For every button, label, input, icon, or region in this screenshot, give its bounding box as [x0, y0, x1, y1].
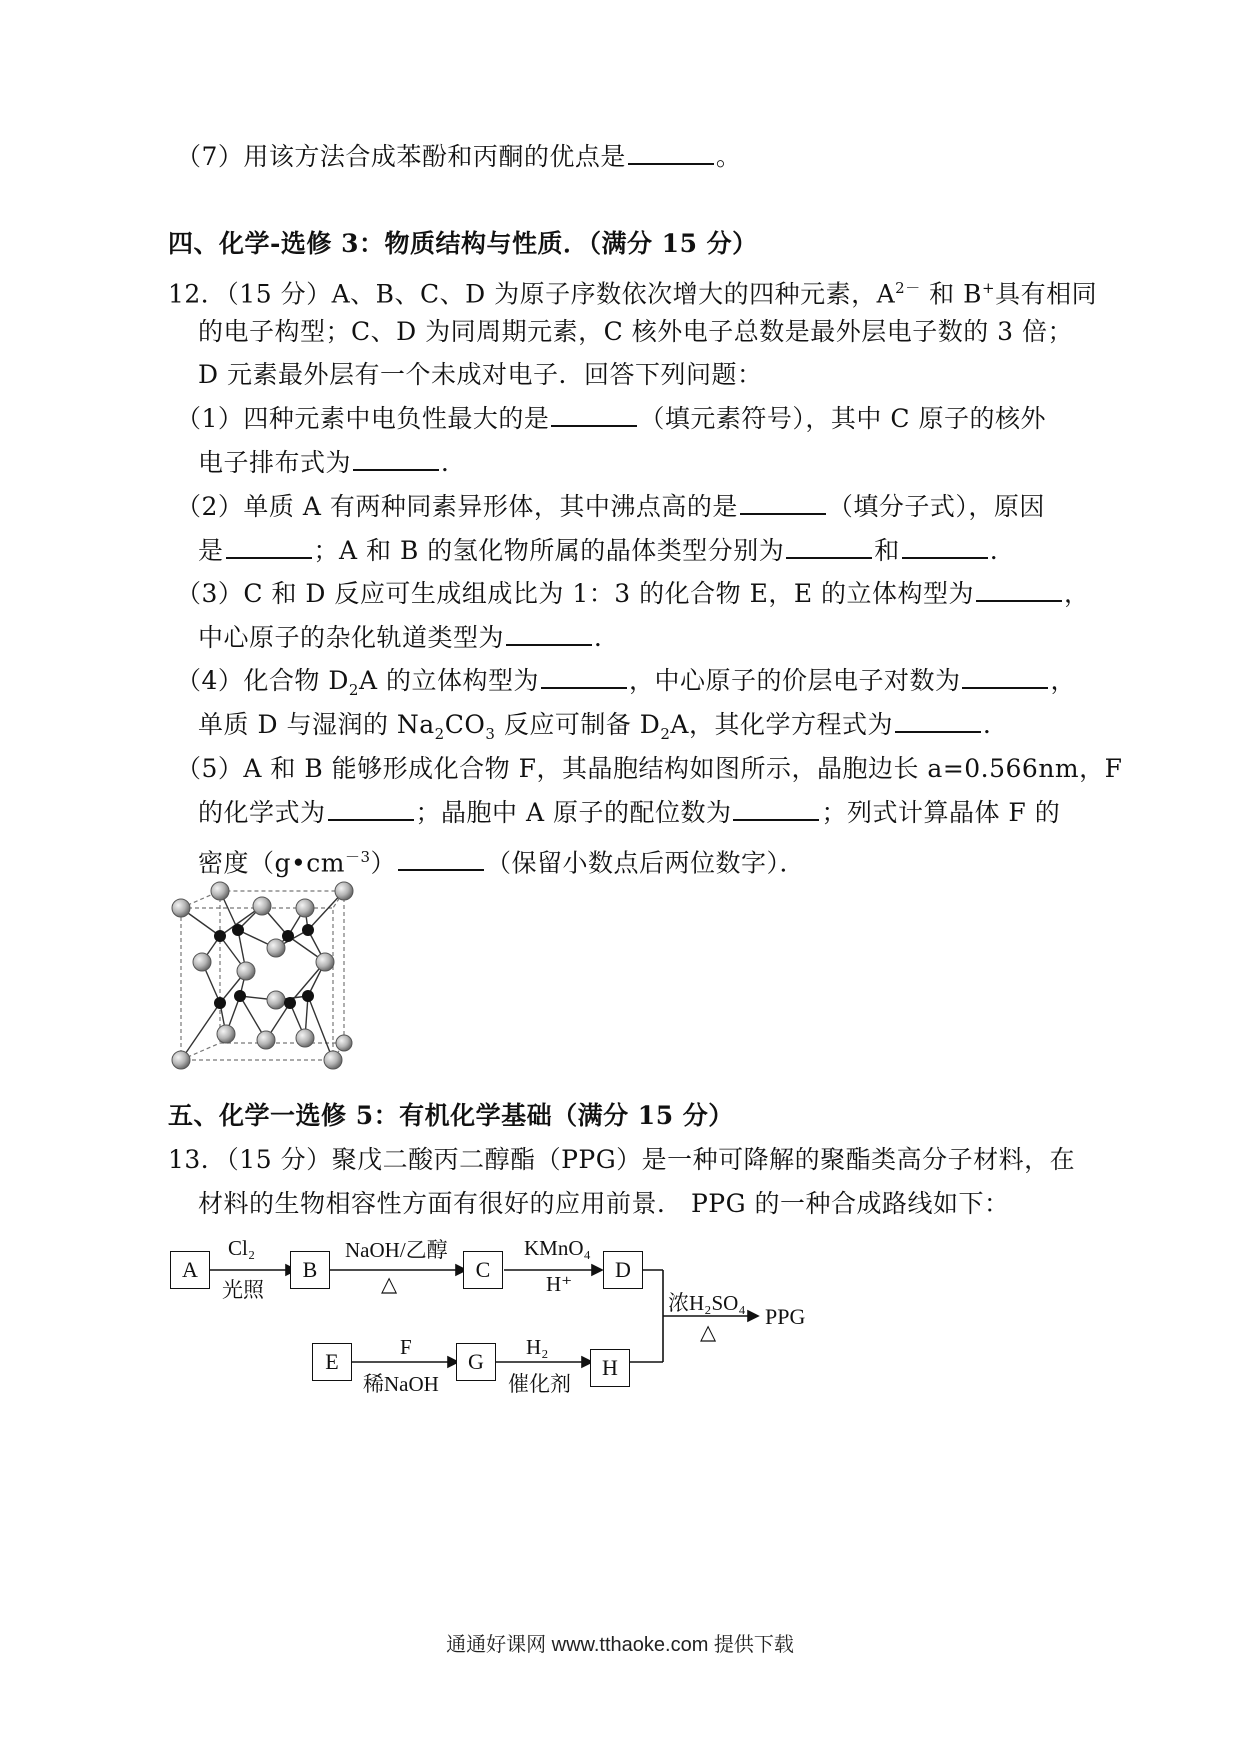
q13-stem-line1: 13．（15 分）聚戊二酸丙二醇酯（PPG）是一种可降解的聚酯类高分子材料，在: [168, 1145, 1076, 1174]
reagent-final-bottom: △: [700, 1320, 717, 1344]
q12-part1-line1: （1）四种元素中电负性最大的是 （填元素符号），其中 C 原子的核外: [176, 404, 1046, 433]
q12-stem-line3: D 元素最外层有一个未成对电子．回答下列问题：: [198, 360, 763, 389]
q12-part5-line1: （5）A 和 B 能够形成化合物 F，其晶胞结构如图所示，晶胞边长 a=0.566nm，F: [176, 754, 1123, 783]
q13-stem-line2: 材料的生物相容性方面有很好的应用前景． PPG 的一种合成路线如下：: [198, 1189, 1010, 1218]
reagent-cd-top: KMnO₄: [524, 1236, 591, 1260]
q7-line: （7）用该方法合成苯酚和丙酮的优点是 。: [176, 142, 742, 171]
product-ppg: PPG: [765, 1304, 806, 1329]
compound-e-box: E: [312, 1343, 352, 1381]
q12-part3-line1: （3）C 和 D 反应可生成组成比为 1：3 的化合物 E，E 的立体构型为 ，: [176, 579, 1090, 608]
reagent-gh-bottom: 催化剂: [508, 1372, 571, 1396]
reagent-eg-top: F: [400, 1335, 412, 1359]
section-5-heading: 五、化学一选修 5：有机化学基础（满分 15 分）: [168, 1101, 734, 1130]
q12-part1-line2: 电子排布式为 ．: [198, 448, 467, 477]
q12-part4-line1: （4）化合物 $D_2A$ 的立体构型为 ，中心原子的价层电子对数为 ，: [176, 666, 1076, 699]
compound-c-box: C: [463, 1251, 503, 1289]
compound-a-box: A: [170, 1251, 210, 1289]
q12-stem-line2: 的电子构型；C、D 为同周期元素，C 核外电子总数是最外层电子数的 3 倍；: [198, 317, 1073, 346]
q12-part3-line2: 中心原子的杂化轨道类型为 ．: [198, 623, 620, 652]
reagent-ab-bottom: 光照: [222, 1278, 264, 1302]
section-4-heading: 四、化学-选修 3：物质结构与性质．（满分 15 分）: [168, 229, 758, 258]
reagent-ab-top: Cl₂: [228, 1236, 256, 1260]
reagent-bc-top: NaOH/乙醇: [345, 1238, 448, 1262]
q12-stem-line1: 12．（15 分）A、B、C、D 为原子序数依次增大的四种元素，$A^{2-}$ 和 B+具有相同: [168, 279, 1098, 309]
q12-part2-line1: （2）单质 A 有两种同素异形体，其中沸点高的是 （填分子式），原因: [176, 492, 1045, 521]
reagent-bc-bottom: △: [381, 1272, 398, 1296]
q12-part5-line2: 的化学式为 ；晶胞中 A 原子的配位数为 ；列式计算晶体 F 的: [198, 798, 1061, 827]
q12-part5-line3: 密度$(g•cm^{-3})$ （保留小数点后两位数字）．: [198, 848, 806, 878]
q12-part4-line2: 单质 D 与湿润的 $Na_2CO_3$ 反应可制备 $D_2A$，其化学方程式为 ．: [198, 710, 1009, 743]
q12-part2-line2: 是 ；A 和 B 的氢化物所属的晶体类型分别为 和 ．: [198, 536, 1016, 565]
compound-g-box: G: [456, 1343, 496, 1381]
page-footer: 通通好课网 www.tthaoke.com 提供下载: [446, 1634, 794, 1656]
reagent-cd-bottom: H⁺: [546, 1272, 573, 1296]
compound-b-box: B: [290, 1251, 330, 1289]
reagent-eg-bottom: 稀NaOH: [363, 1372, 439, 1396]
compound-h-box: H: [590, 1349, 630, 1387]
compound-d-box: D: [603, 1251, 643, 1289]
reagent-gh-top: H₂: [526, 1335, 549, 1359]
reagent-final-top: 浓H₂SO₄: [668, 1291, 746, 1315]
